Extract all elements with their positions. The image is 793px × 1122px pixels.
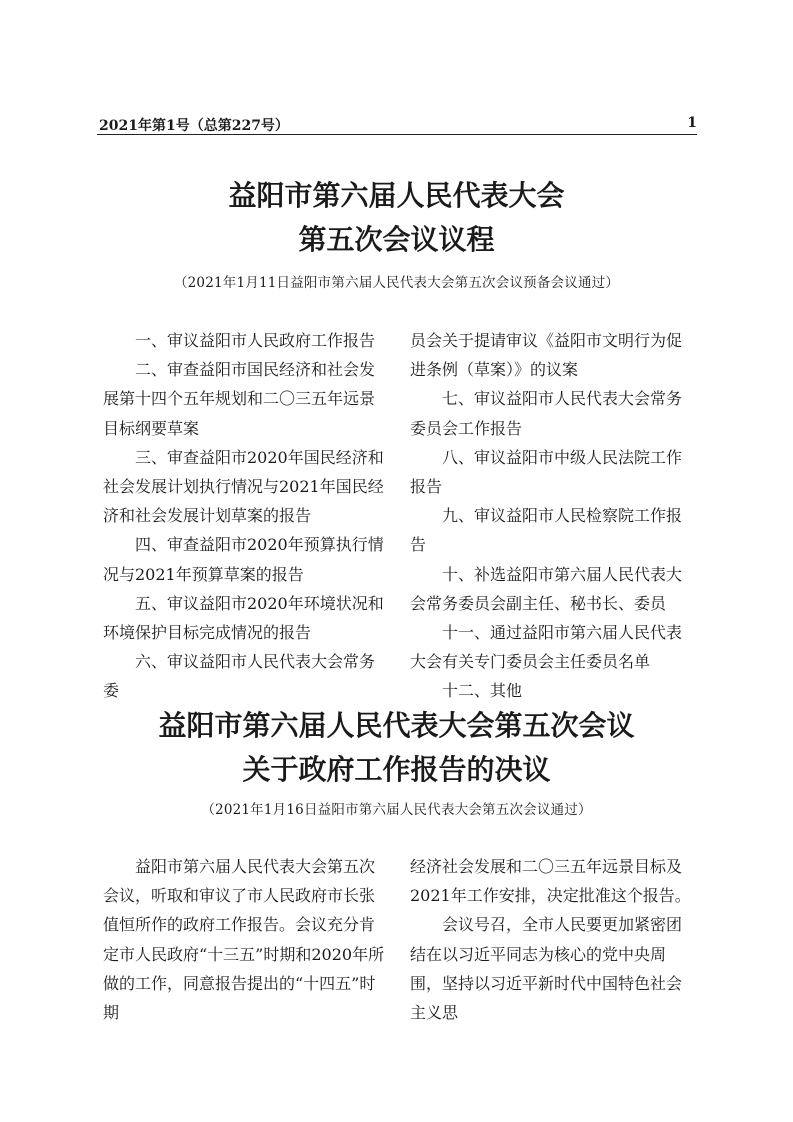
resolution-title [90, 704, 703, 792]
agenda-title-line1: 益阳市第六届人民代表大会 [228, 179, 565, 212]
page-header [97, 113, 697, 135]
resolution-right-column [410, 852, 695, 1027]
agenda-left-column [103, 326, 388, 706]
agenda-item: 三、审查益阳市2020年国民经济和社会发展计划执行情况与2021年国民经济和社会发展计划草案的报告 [103, 447, 384, 526]
agenda-item: 十二、其他 [442, 681, 523, 701]
agenda-note: （2021年1月11日益阳市第六届人民代表大会第五次会议预备会议通过） [173, 275, 620, 291]
agenda-title [90, 174, 703, 262]
agenda-item: 六、审议益阳市人民代表大会常务委 [103, 652, 376, 701]
agenda-item: 十、补选益阳市第六届人民代表大会常务委员会副主任、秘书长、委员 [410, 564, 683, 613]
agenda-item: 四、审查益阳市2020年预算执行情况与2021年预算草案的报告 [103, 535, 384, 584]
agenda-title-line2: 第五次会议议程 [298, 223, 495, 256]
page-number: 1 [687, 115, 697, 131]
agenda-item: 八、审议益阳市中级人民法院工作报告 [410, 447, 683, 497]
agenda-item: 七、审议益阳市人民代表大会常务委员会工作报告 [410, 389, 683, 438]
agenda-right-column [410, 326, 695, 706]
resolution-paragraph: 益阳市第六届人民代表大会第五次会议，听取和审议了市人民政府市长张值恒所作的政府工作报告。会议充分肯定市人民政府“十三五”时期和2020年所做的工作，同意报告提出的“十四五”时期 [103, 857, 385, 1023]
agenda-item: 一、审议益阳市人民政府工作报告 [135, 331, 376, 350]
resolution-left-column [103, 852, 388, 1027]
issue-label: 2021年第1号（总第227号） [99, 118, 289, 134]
resolution-note: （2021年1月16日益阳市第六届人民代表大会第五次会议通过） [201, 802, 592, 818]
agenda-item: 五、审议益阳市2020年环境状况和环境保护目标完成情况的报告 [103, 593, 384, 643]
agenda-item: 员会关于提请审议《益阳市文明行为促进条例（草案）》的议案 [410, 331, 683, 380]
agenda-item: 九、审议益阳市人民检察院工作报告 [410, 506, 683, 555]
agenda-item: 十一、通过益阳市第六届人民代表大会有关专门委员会主任委员名单 [410, 623, 683, 672]
resolution-paragraph: 会议号召，全市人民要更加紧密团结在以习近平同志为核心的党中央周围，坚持以习近平新时代中国特色社会主义思 [410, 915, 683, 1023]
resolution-title-line1: 益阳市第六届人民代表大会第五次会议 [158, 709, 635, 742]
agenda-item: 二、审查益阳市国民经济和社会发展第十四个五年规划和二〇三五年远景目标纲要草案 [103, 360, 376, 438]
resolution-paragraph: 经济社会发展和二〇三五年远景目标及2021年工作安排，决定批准这个报告。 [410, 857, 691, 906]
resolution-title-line2: 关于政府工作报告的决议 [242, 753, 551, 786]
header-rule [97, 134, 697, 135]
